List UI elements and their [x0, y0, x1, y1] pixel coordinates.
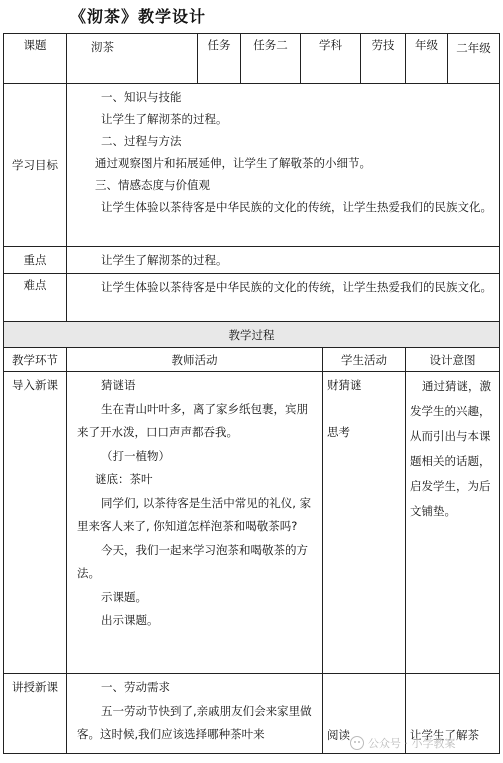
- process-section-title: 教学过程: [4, 322, 500, 348]
- teach-teacher-line: 一、劳动需求: [101, 680, 170, 694]
- intro-teacher-line: 出示课题。: [101, 613, 159, 627]
- task-value: 任务二: [241, 34, 301, 84]
- intro-student-line: 思考: [327, 425, 350, 439]
- intro-teacher-line: 同学们, 以茶待客是生活中常见的礼仪, 家里来客人来了, 你知道怎样泡茶和喝敬茶吗?: [77, 495, 312, 533]
- col-teacher-header: 教师活动: [67, 348, 323, 372]
- topic-label: 课题: [4, 34, 67, 84]
- stage-teach-intent: 让学生了解茶: [406, 674, 500, 754]
- objective-heading-1: 一、知识与技能: [101, 90, 182, 104]
- subject-value: 劳技: [361, 34, 406, 84]
- objective-text-2: 通过观察图片和拓展延伸，让学生了解敬茶的小细节。: [95, 156, 371, 170]
- difficulty-text: 让学生体验以茶待客是中华民族的文化的传统，让学生热爱我们的民族文化。: [67, 274, 500, 322]
- stage-teach-name: 讲授新课: [4, 674, 67, 754]
- stage-intro-student: [323, 372, 406, 674]
- watermark-text: 公众号 · 小学教案: [368, 737, 456, 750]
- task-label: 任务: [198, 34, 241, 84]
- objectives-label: 学习目标: [4, 84, 67, 247]
- grade-label: 年级: [406, 34, 448, 84]
- intro-teacher-line: 谜底：茶叶: [95, 472, 153, 486]
- key-point-text: 让学生了解沏茶的过程。: [67, 247, 500, 274]
- intro-teacher-line: 猜谜语: [101, 378, 136, 392]
- intro-teacher-line: 示课题。: [101, 589, 147, 604]
- objective-text-1: 让学生了解沏茶的过程。: [101, 112, 228, 126]
- difficulty-label: 难点: [4, 274, 67, 322]
- intro-teacher-line: 生在青山叶叶多，离了家乡纸包裹，宾朋来了开水泼，口口声声都吞我。: [77, 401, 308, 439]
- stage-intro-intent: 通过猜谜，激发学生的兴趣，从而引出与本课题相关的话题，启发学生，为后文铺垫。: [406, 372, 500, 674]
- topic-value: 沏茶: [67, 34, 198, 84]
- col-student-header: 学生活动: [323, 348, 406, 372]
- teach-student-line: 阅读: [327, 728, 350, 742]
- document-title: 《沏茶》教学设计: [70, 7, 207, 26]
- stage-intro-teacher: [67, 372, 323, 674]
- col-intent-header: 设计意图: [406, 348, 500, 372]
- col-stage-header: 教学环节: [4, 348, 67, 372]
- teach-teacher-line: 五一劳动节快到了,亲戚朋友们会来家里做 客。这时候,我们应该选择哪种茶叶来: [77, 703, 312, 741]
- lesson-plan-table: [3, 33, 500, 754]
- watermark: [350, 732, 500, 754]
- objective-text-3: 让学生体验以茶待客是中华民族的文化的传统，让学生热爱我们的民族文化。: [101, 200, 492, 214]
- stage-teach-teacher: [67, 674, 323, 754]
- intro-teacher-line: 今天，我们一起来学习泡茶和喝敬茶的方法。: [77, 542, 308, 580]
- subject-label: 学科: [301, 34, 361, 84]
- objective-heading-2: 二、过程与方法: [101, 134, 182, 148]
- key-point-label: 重点: [4, 247, 67, 274]
- grade-value: 二年级: [448, 34, 500, 84]
- stage-intro-name: 导入新课: [4, 372, 67, 674]
- intro-teacher-line: （打一植物）: [101, 448, 170, 463]
- objective-heading-3: 三、情感态度与价值观: [95, 178, 210, 192]
- wechat-icon: [350, 736, 364, 750]
- intro-student-line: 财猜谜: [327, 378, 362, 392]
- objectives-content: [67, 84, 500, 247]
